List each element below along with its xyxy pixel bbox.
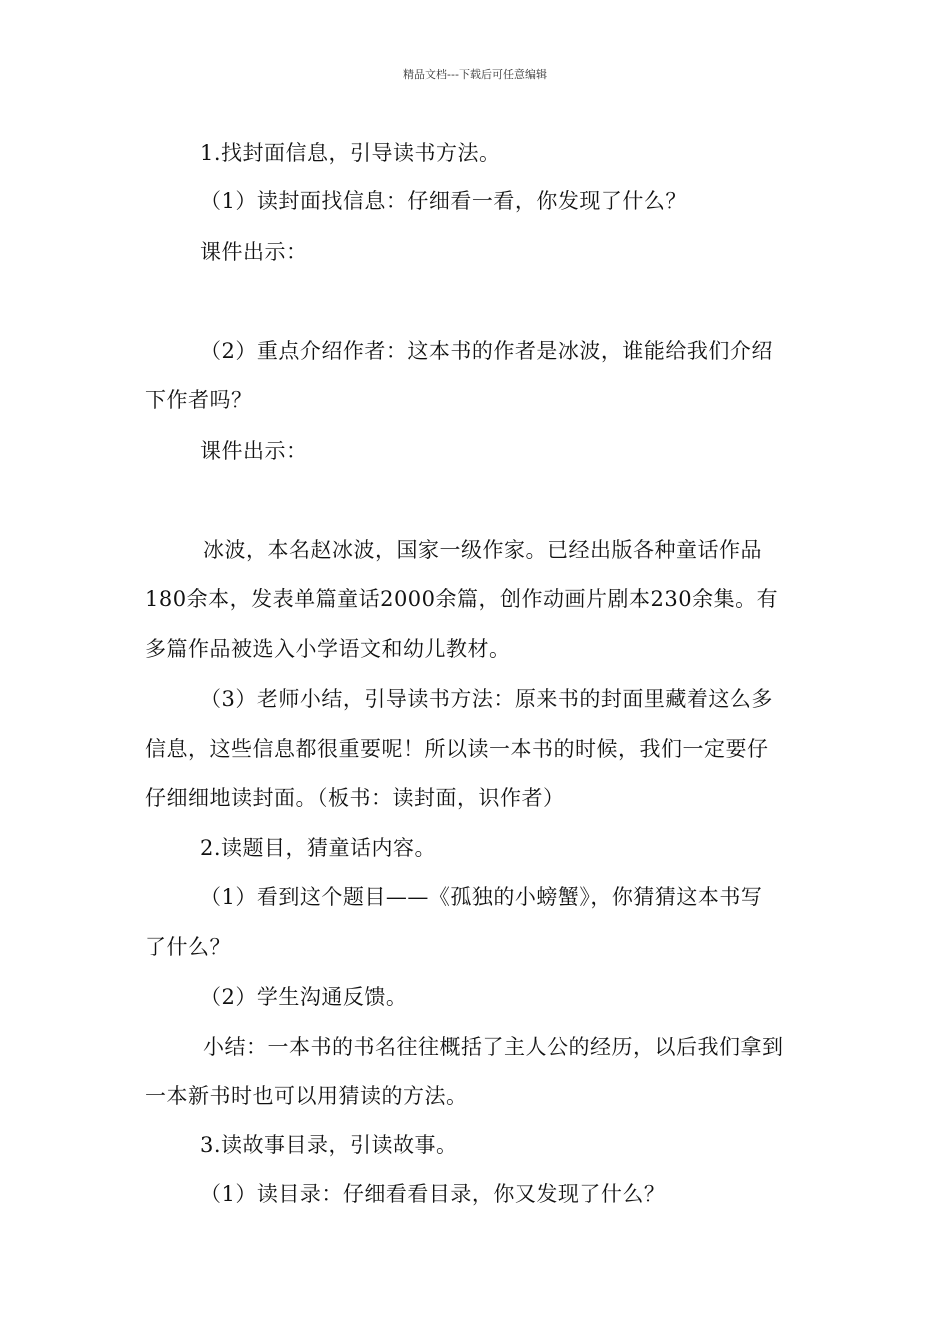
paragraph-read-cover: （1）读封面找信息：仔细看一看，你发现了什么？ [200, 189, 687, 213]
author-bio-l1: 冰波，本名赵冰波，国家一级作家。已经出版各种童话作品 [203, 538, 762, 562]
page-header: 精品文档---下载后可任意编辑 [403, 68, 547, 81]
paragraph-guess-title-l2: 了什么？ [145, 935, 231, 959]
paragraph-introduce-author-l1: （2）重点介绍作者：这本书的作者是冰波，谁能给我们介绍 [200, 339, 773, 363]
author-bio-l2: 180余本，发表单篇童话2000余篇，创作动画片剧本230余集。有 [145, 587, 779, 611]
teacher-summary-l1: （3）老师小结，引导读书方法：原来书的封面里藏着这么多 [200, 687, 773, 711]
heading-read-title: 2.读题目，猜童话内容。 [200, 836, 437, 860]
paragraph-student-feedback: （2）学生沟通反馈。 [200, 985, 408, 1009]
paragraph-introduce-author-l2: 下作者吗？ [145, 388, 253, 412]
courseware-label-2: 课件出示： [200, 439, 308, 463]
heading-find-cover-info: 1.找封面信息，引导读书方法。 [200, 141, 501, 165]
heading-read-contents: 3.读故事目录，引读故事。 [200, 1133, 458, 1157]
author-bio-l3: 多篇作品被选入小学语文和幼儿教材。 [145, 637, 511, 661]
paragraph-guess-title-l1: （1）看到这个题目——《孤独的小螃蟹》，你猜猜这本书写 [200, 885, 763, 909]
teacher-summary-l2: 信息，这些信息都很重要呢！所以读一本书的时候，我们一定要仔 [145, 737, 769, 761]
teacher-summary-l3: 仔细细地读封面。（板书：读封面，识作者） [145, 786, 565, 810]
paragraph-read-contents: （1）读目录：仔细看看目录，你又发现了什么？ [200, 1182, 666, 1206]
summary-l1: 小结：一本书的书名往往概括了主人公的经历，以后我们拿到 [203, 1035, 784, 1059]
courseware-label-1: 课件出示： [200, 240, 308, 264]
summary-l2: 一本新书时也可以用猜读的方法。 [145, 1084, 468, 1108]
